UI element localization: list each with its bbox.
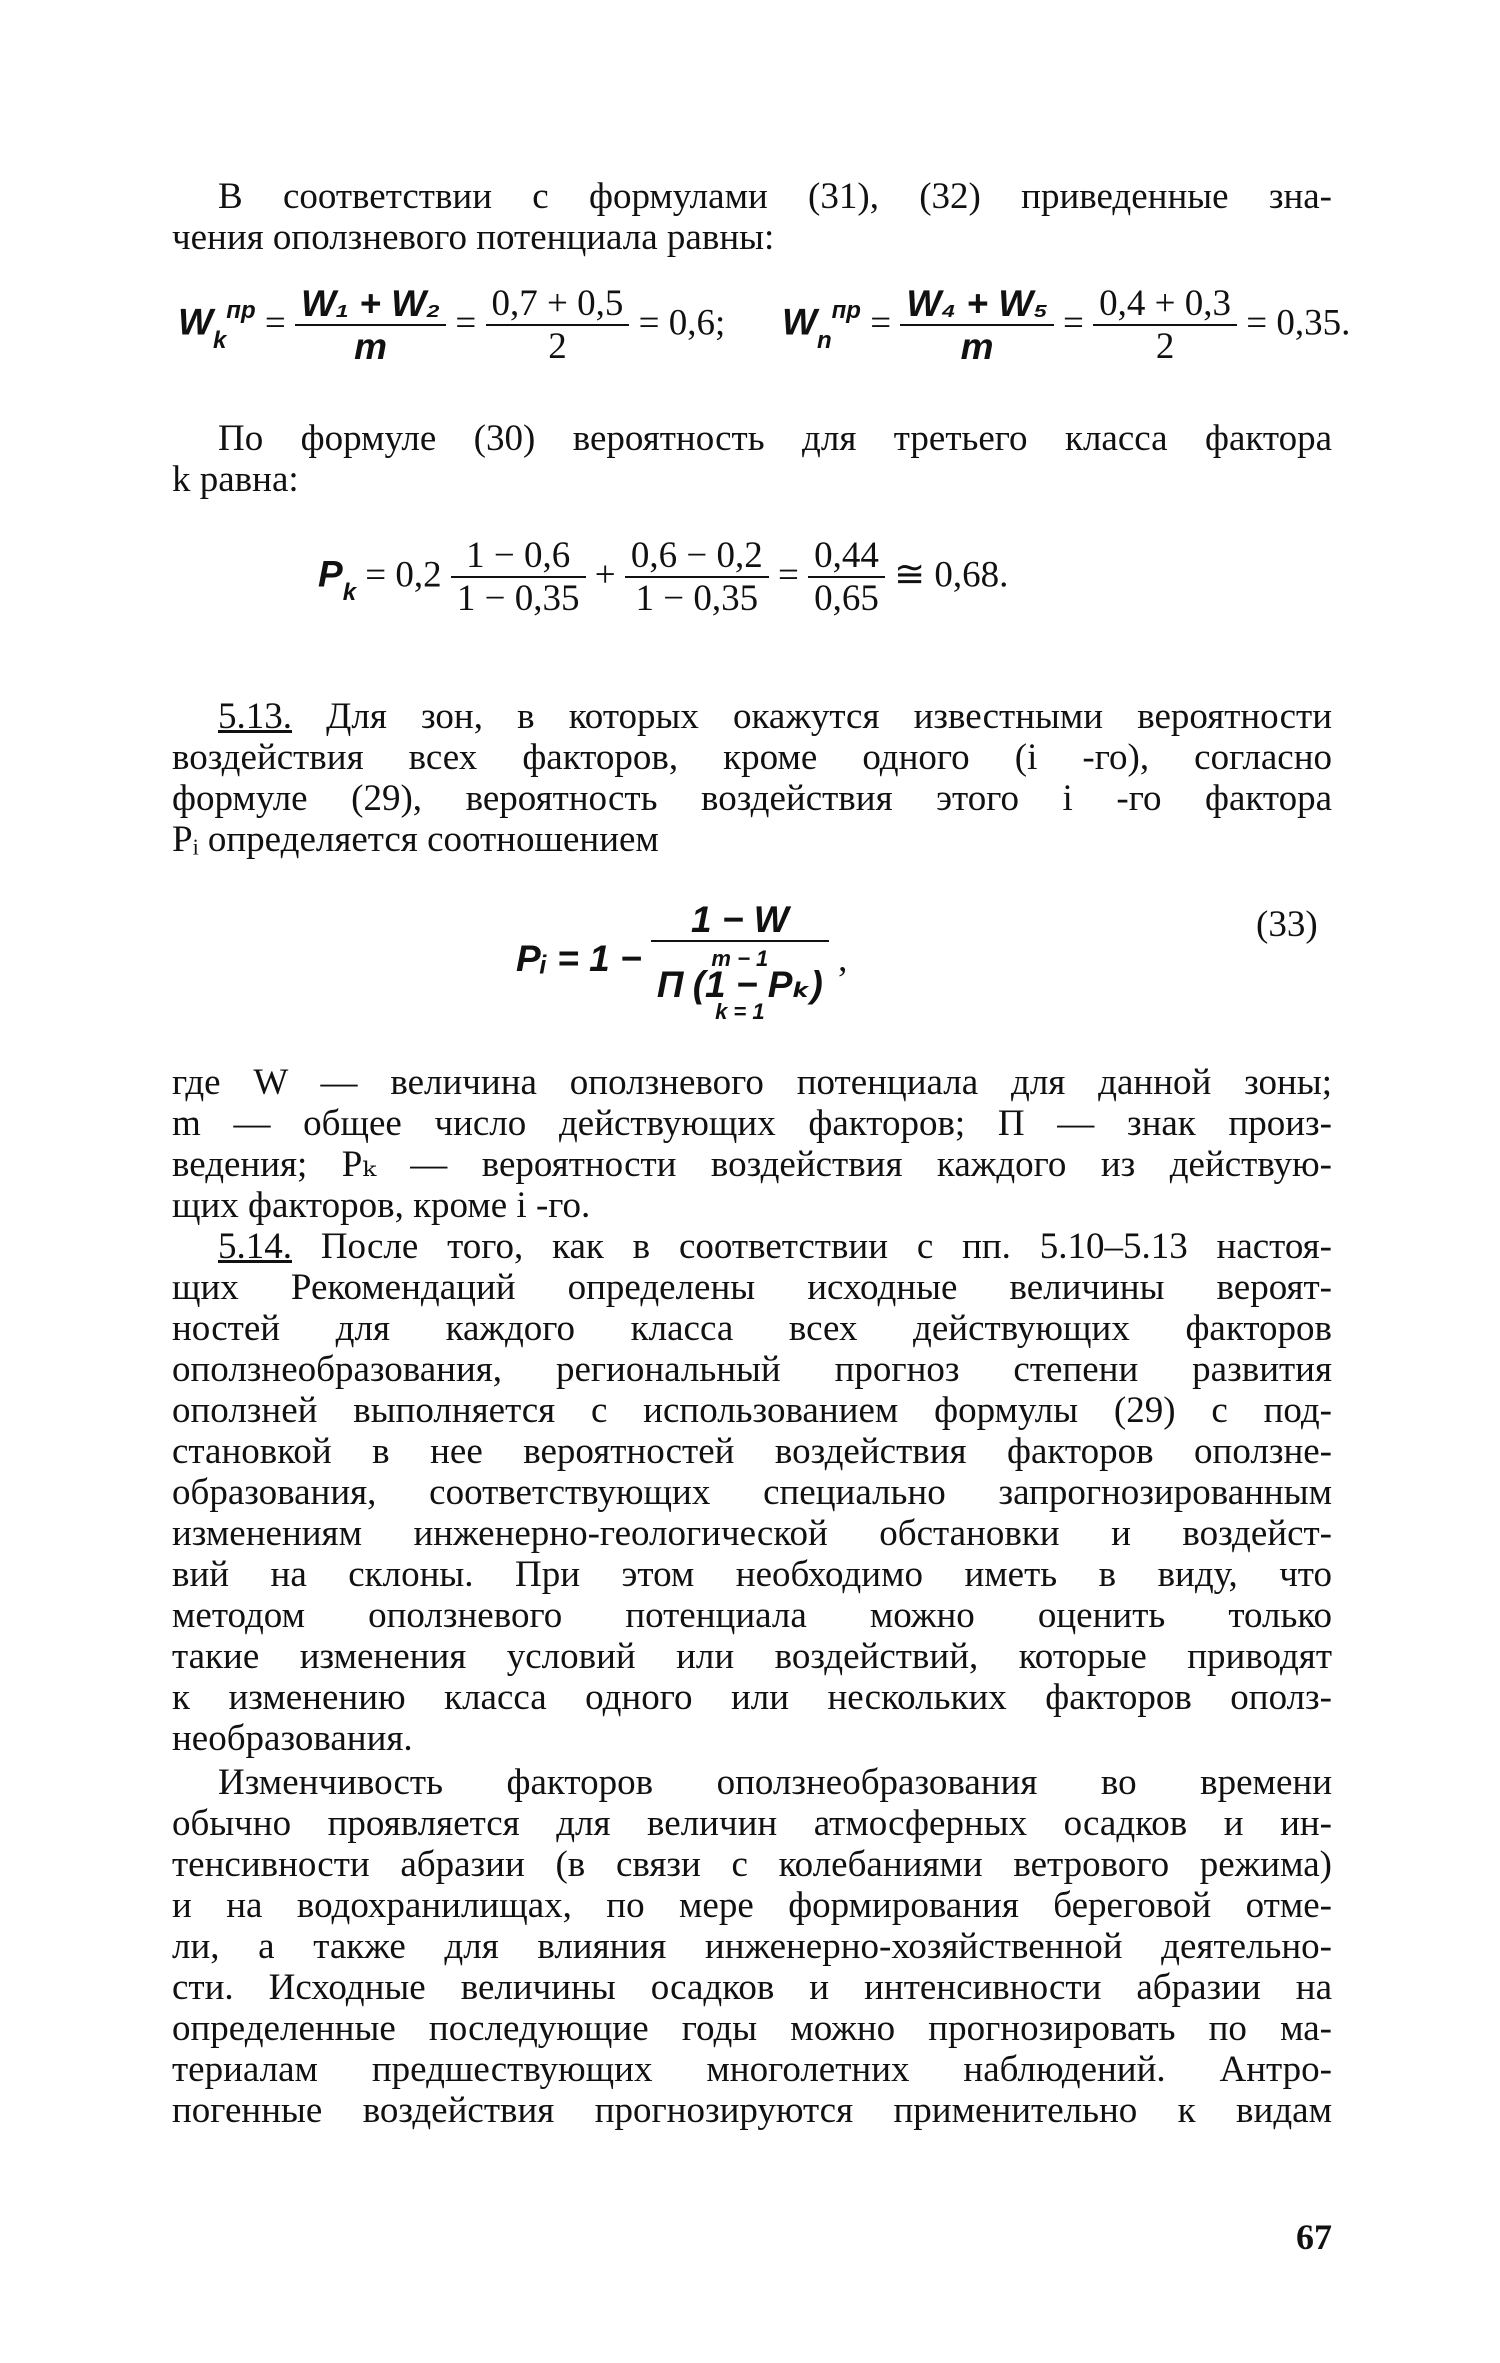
intro-paragraph [172, 176, 1332, 258]
intro-line: чения оползневого потенциала равны: [172, 217, 775, 258]
fraction: $\frac{\text{W₄ + W₅}}{m}$ [900, 284, 1053, 368]
definitions-paragraph: где W — величина оползневого потенциала для данной зоны; m — общее число действующих факторов; П — знак произ- ведения; Pₖ — вероятности воздействия каждого из действую- щих факторов, кроме i -го. [172, 1062, 1332, 1226]
fraction: $\frac{0,4 + 0,3}{2}$ [1093, 284, 1237, 368]
intro-line: В соответствии с формулами (31), (32) приведенные зна- [218, 176, 1332, 217]
section-5-13: 5.13. Для зон, в которых окажутся известными вероятности воздействия всех факторов, кроме одного (i -го), согласно формуле (29), вероятность воздействия этого i -го фактора Pᵢ определяется соотношением [172, 696, 1332, 860]
fraction: $\frac{0,7 + 0,5}{2}$ [486, 284, 630, 368]
section-number: 5.14. [218, 1226, 292, 1267]
equation-pk: $P_k = 0,2$ $\frac{1 - 0,6}{1 - 0,35}$ + $\frac{0,6 - 0,2}{1 - 0,35}$ = $\frac{0,44}{0,65}$ ≅ 0,68. [318, 535, 1009, 619]
section-5-14: 5.14. После того, как в соответствии с пп. 5.10–5.13 настоя- щих Рекомендаций определены исходные величины вероят- ностей для каждого класса всех действующих факторов оползнеобразования, региональный прогноз степени развития оползней выполняется с использованием формулы (29) с под- становкой в нее вероятностей воздействия факторов оползне- образования, соответствующих специально запрогнозированным изменениям инженерно-геологической обстановки и воздейст- вий на склоны. При этом необходимо иметь в виду, что методом оползневого потенциала можно оценить только такие изменения условий или воздействий, которые приводят к изменению класса одного или нескольких факторов ополз- необразования. [172, 1226, 1332, 1759]
variability-paragraph: Изменчивость факторов оползнеобразования во времени обычно проявляется для величин атмосферных осадков и ин- тенсивности абразии (в связи с колебаниями ветрового режима) и на водохранилищах, по мере формирования береговой отме- ли, а также для влияния инженерно-хозяйственной деятельно- сти. Исходные величины осадков и интенсивности абразии на определенные последующие годы можно прогнозировать по ма- териалам предшествующих многолетних наблюдений. Антро- погенные воздействия прогнозируются применительно к видам [172, 1762, 1332, 2131]
fraction: $\frac{\text{W₁ + W₂}}{m}$ [295, 284, 446, 368]
fraction: $\frac{0,44}{0,65}$ [808, 536, 885, 620]
equation-33: Pᵢ = 1 − 1 − W m − 1 Π (1 − Pₖ) k = 1 , [516, 899, 848, 1024]
equation-label: (33) [1256, 904, 1318, 945]
equation-wn: $W_n^{пр}$ = $\frac{\text{W₄ + W₅}}{m}$ = $\frac{0,4 + 0,3}{2}$ = 0,35. [782, 283, 1351, 367]
fraction: $\frac{0,6 - 0,2}{1 - 0,35}$ [625, 536, 769, 620]
page-number: 67 [1296, 2217, 1332, 2257]
section-number: 5.13. [218, 696, 292, 737]
equation-wk: $W_k^{пр}$ = $\frac{\text{W₁ + W₂}}{m}$ = $\frac{0,7 + 0,5}{2}$ = 0,6; [178, 283, 726, 367]
fraction: $\frac{1 - 0,6}{1 - 0,35}$ [451, 536, 586, 620]
paragraph-formula-30: По формуле (30) вероятность для третьего класса фактора k равна: [172, 418, 1332, 500]
fraction: 1 − W m − 1 Π (1 − Pₖ) k = 1 [651, 900, 829, 1025]
